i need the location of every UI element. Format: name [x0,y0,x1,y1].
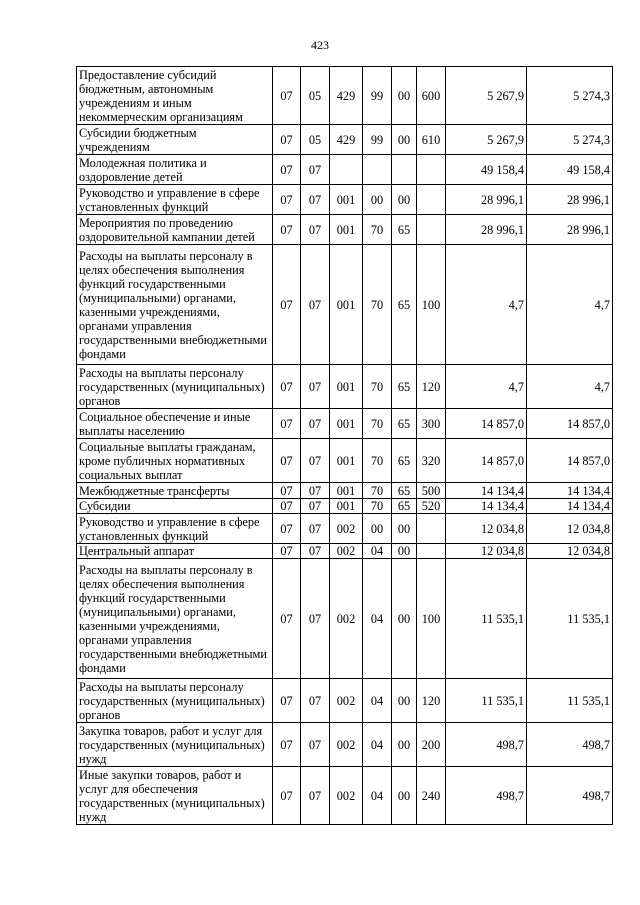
row-name: Расходы на выплаты персоналу государственных (муниципальных) органов [77,679,273,723]
row-name: Руководство и управление в сфере установленных функций [77,514,273,544]
section-code: 07 [273,723,301,767]
target-article-code-2: 04 [363,544,392,559]
row-name: Межбюджетные трансферты [77,483,273,499]
table-row [77,125,613,155]
table-row [77,439,613,483]
amount-year-2: 12 034,8 [527,514,613,544]
amount-year-2: 5 274,3 [527,67,613,125]
row-name: Закупка товаров, работ и услуг для государственных (муниципальных) нужд [77,723,273,767]
table-row [77,215,613,245]
amount-year-2: 49 158,4 [527,155,613,185]
amount-year-1: 28 996,1 [446,215,527,245]
expense-type-code: 100 [417,559,446,679]
subsection-code: 05 [301,125,330,155]
expense-type-code [417,544,446,559]
section-code: 07 [273,155,301,185]
amount-year-1: 14 134,4 [446,483,527,499]
section-code: 07 [273,215,301,245]
section-code: 07 [273,409,301,439]
amount-year-1: 5 267,9 [446,67,527,125]
amount-year-2: 12 034,8 [527,544,613,559]
subsection-code: 07 [301,483,330,499]
target-article-code-3: 65 [392,215,417,245]
row-name: Центральный аппарат [77,544,273,559]
target-article-code-1: 001 [330,499,363,514]
target-article-code-1: 001 [330,245,363,365]
target-article-code-2: 70 [363,483,392,499]
budget-table [76,66,613,825]
target-article-code-1: 001 [330,409,363,439]
target-article-code-1: 002 [330,767,363,825]
subsection-code: 07 [301,544,330,559]
section-code: 07 [273,125,301,155]
amount-year-1: 12 034,8 [446,514,527,544]
subsection-code: 07 [301,499,330,514]
expense-type-code: 300 [417,409,446,439]
amount-year-2: 4,7 [527,245,613,365]
row-name: Мероприятия по проведению оздоровительной кампании детей [77,215,273,245]
target-article-code-1: 002 [330,544,363,559]
row-name: Социальное обеспечение и иные выплаты населению [77,409,273,439]
target-article-code-3: 65 [392,365,417,409]
row-name: Молодежная политика и оздоровление детей [77,155,273,185]
table-row [77,514,613,544]
table-row [77,483,613,499]
amount-year-1: 498,7 [446,767,527,825]
amount-year-1: 14 857,0 [446,439,527,483]
amount-year-1: 12 034,8 [446,544,527,559]
expense-type-code [417,155,446,185]
target-article-code-2: 99 [363,67,392,125]
amount-year-2: 4,7 [527,365,613,409]
amount-year-1: 498,7 [446,723,527,767]
row-name: Руководство и управление в сфере установленных функций [77,185,273,215]
target-article-code-2: 99 [363,125,392,155]
amount-year-1: 49 158,4 [446,155,527,185]
target-article-code-3: 65 [392,439,417,483]
table-row [77,544,613,559]
subsection-code: 07 [301,679,330,723]
target-article-code-3: 00 [392,185,417,215]
expense-type-code [417,514,446,544]
table-row [77,767,613,825]
amount-year-2: 28 996,1 [527,185,613,215]
expense-type-code: 610 [417,125,446,155]
target-article-code-3: 65 [392,483,417,499]
target-article-code-3: 00 [392,723,417,767]
amount-year-2: 11 535,1 [527,559,613,679]
row-name: Расходы на выплаты персоналу в целях обеспечения выполнения функций государственными (муниципальными) органами, казенными учреждениями, органами управления государственными внебюджетными фондами [77,245,273,365]
amount-year-1: 14 134,4 [446,499,527,514]
amount-year-2: 14 857,0 [527,409,613,439]
target-article-code-2: 00 [363,185,392,215]
expense-type-code: 120 [417,365,446,409]
subsection-code: 07 [301,215,330,245]
table-row [77,723,613,767]
subsection-code: 07 [301,559,330,679]
target-article-code-2: 00 [363,514,392,544]
table-row [77,245,613,365]
target-article-code-2: 04 [363,723,392,767]
amount-year-2: 11 535,1 [527,679,613,723]
section-code: 07 [273,499,301,514]
row-name: Предоставление субсидий бюджетным, автономным учреждениям и иным некоммерческим организациям [77,67,273,125]
amount-year-2: 498,7 [527,723,613,767]
amount-year-2: 498,7 [527,767,613,825]
section-code: 07 [273,185,301,215]
target-article-code-1: 429 [330,67,363,125]
target-article-code-3: 00 [392,514,417,544]
subsection-code: 07 [301,439,330,483]
amount-year-2: 14 134,4 [527,483,613,499]
table-row [77,155,613,185]
row-name: Расходы на выплаты персоналу в целях обеспечения выполнения функций государственными (муниципальными) органами, казенными учреждениями, органами управления государственными внебюджетными фондами [77,559,273,679]
amount-year-1: 11 535,1 [446,679,527,723]
section-code: 07 [273,483,301,499]
target-article-code-1: 001 [330,483,363,499]
section-code: 07 [273,679,301,723]
row-name: Иные закупки товаров, работ и услуг для обеспечения государственных (муниципальных) нужд [77,767,273,825]
target-article-code-1: 001 [330,365,363,409]
section-code: 07 [273,767,301,825]
expense-type-code: 100 [417,245,446,365]
target-article-code-1 [330,155,363,185]
amount-year-1: 4,7 [446,245,527,365]
subsection-code: 07 [301,365,330,409]
table-row [77,185,613,215]
expense-type-code [417,185,446,215]
target-article-code-2: 04 [363,679,392,723]
target-article-code-2: 04 [363,767,392,825]
amount-year-1: 5 267,9 [446,125,527,155]
target-article-code-1: 002 [330,559,363,679]
row-name: Субсидии [77,499,273,514]
target-article-code-2: 04 [363,559,392,679]
table-row [77,409,613,439]
subsection-code: 07 [301,723,330,767]
table-row [77,499,613,514]
expense-type-code [417,215,446,245]
target-article-code-3: 65 [392,409,417,439]
target-article-code-1: 002 [330,723,363,767]
target-article-code-3: 65 [392,245,417,365]
target-article-code-3: 65 [392,499,417,514]
expense-type-code: 600 [417,67,446,125]
target-article-code-3: 00 [392,559,417,679]
amount-year-2: 5 274,3 [527,125,613,155]
amount-year-2: 14 134,4 [527,499,613,514]
target-article-code-2: 70 [363,499,392,514]
target-article-code-3: 00 [392,67,417,125]
target-article-code-2: 70 [363,365,392,409]
subsection-code: 07 [301,155,330,185]
section-code: 07 [273,439,301,483]
subsection-code: 07 [301,514,330,544]
target-article-code-1: 001 [330,439,363,483]
target-article-code-3: 00 [392,679,417,723]
target-article-code-2: 70 [363,409,392,439]
expense-type-code: 520 [417,499,446,514]
target-article-code-3: 00 [392,544,417,559]
target-article-code-3 [392,155,417,185]
expense-type-code: 500 [417,483,446,499]
subsection-code: 07 [301,767,330,825]
section-code: 07 [273,365,301,409]
row-name: Социальные выплаты гражданам, кроме публичных нормативных социальных выплат [77,439,273,483]
amount-year-1: 28 996,1 [446,185,527,215]
section-code: 07 [273,67,301,125]
table-row [77,365,613,409]
target-article-code-3: 00 [392,767,417,825]
target-article-code-1: 002 [330,679,363,723]
table-row [77,679,613,723]
section-code: 07 [273,245,301,365]
page-number: 423 [311,38,329,52]
row-name: Субсидии бюджетным учреждениям [77,125,273,155]
section-code: 07 [273,514,301,544]
expense-type-code: 120 [417,679,446,723]
amount-year-2: 28 996,1 [527,215,613,245]
table-row [77,67,613,125]
subsection-code: 07 [301,185,330,215]
section-code: 07 [273,559,301,679]
target-article-code-1: 001 [330,185,363,215]
amount-year-1: 14 857,0 [446,409,527,439]
amount-year-1: 11 535,1 [446,559,527,679]
target-article-code-1: 002 [330,514,363,544]
expense-type-code: 240 [417,767,446,825]
amount-year-1: 4,7 [446,365,527,409]
amount-year-2: 14 857,0 [527,439,613,483]
section-code: 07 [273,544,301,559]
row-name: Расходы на выплаты персоналу государственных (муниципальных) органов [77,365,273,409]
target-article-code-2 [363,155,392,185]
table-row [77,559,613,679]
target-article-code-3: 00 [392,125,417,155]
target-article-code-1: 429 [330,125,363,155]
expense-type-code: 320 [417,439,446,483]
subsection-code: 07 [301,409,330,439]
subsection-code: 05 [301,67,330,125]
target-article-code-2: 70 [363,245,392,365]
target-article-code-2: 70 [363,215,392,245]
target-article-code-1: 001 [330,215,363,245]
expense-type-code: 200 [417,723,446,767]
target-article-code-2: 70 [363,439,392,483]
subsection-code: 07 [301,245,330,365]
